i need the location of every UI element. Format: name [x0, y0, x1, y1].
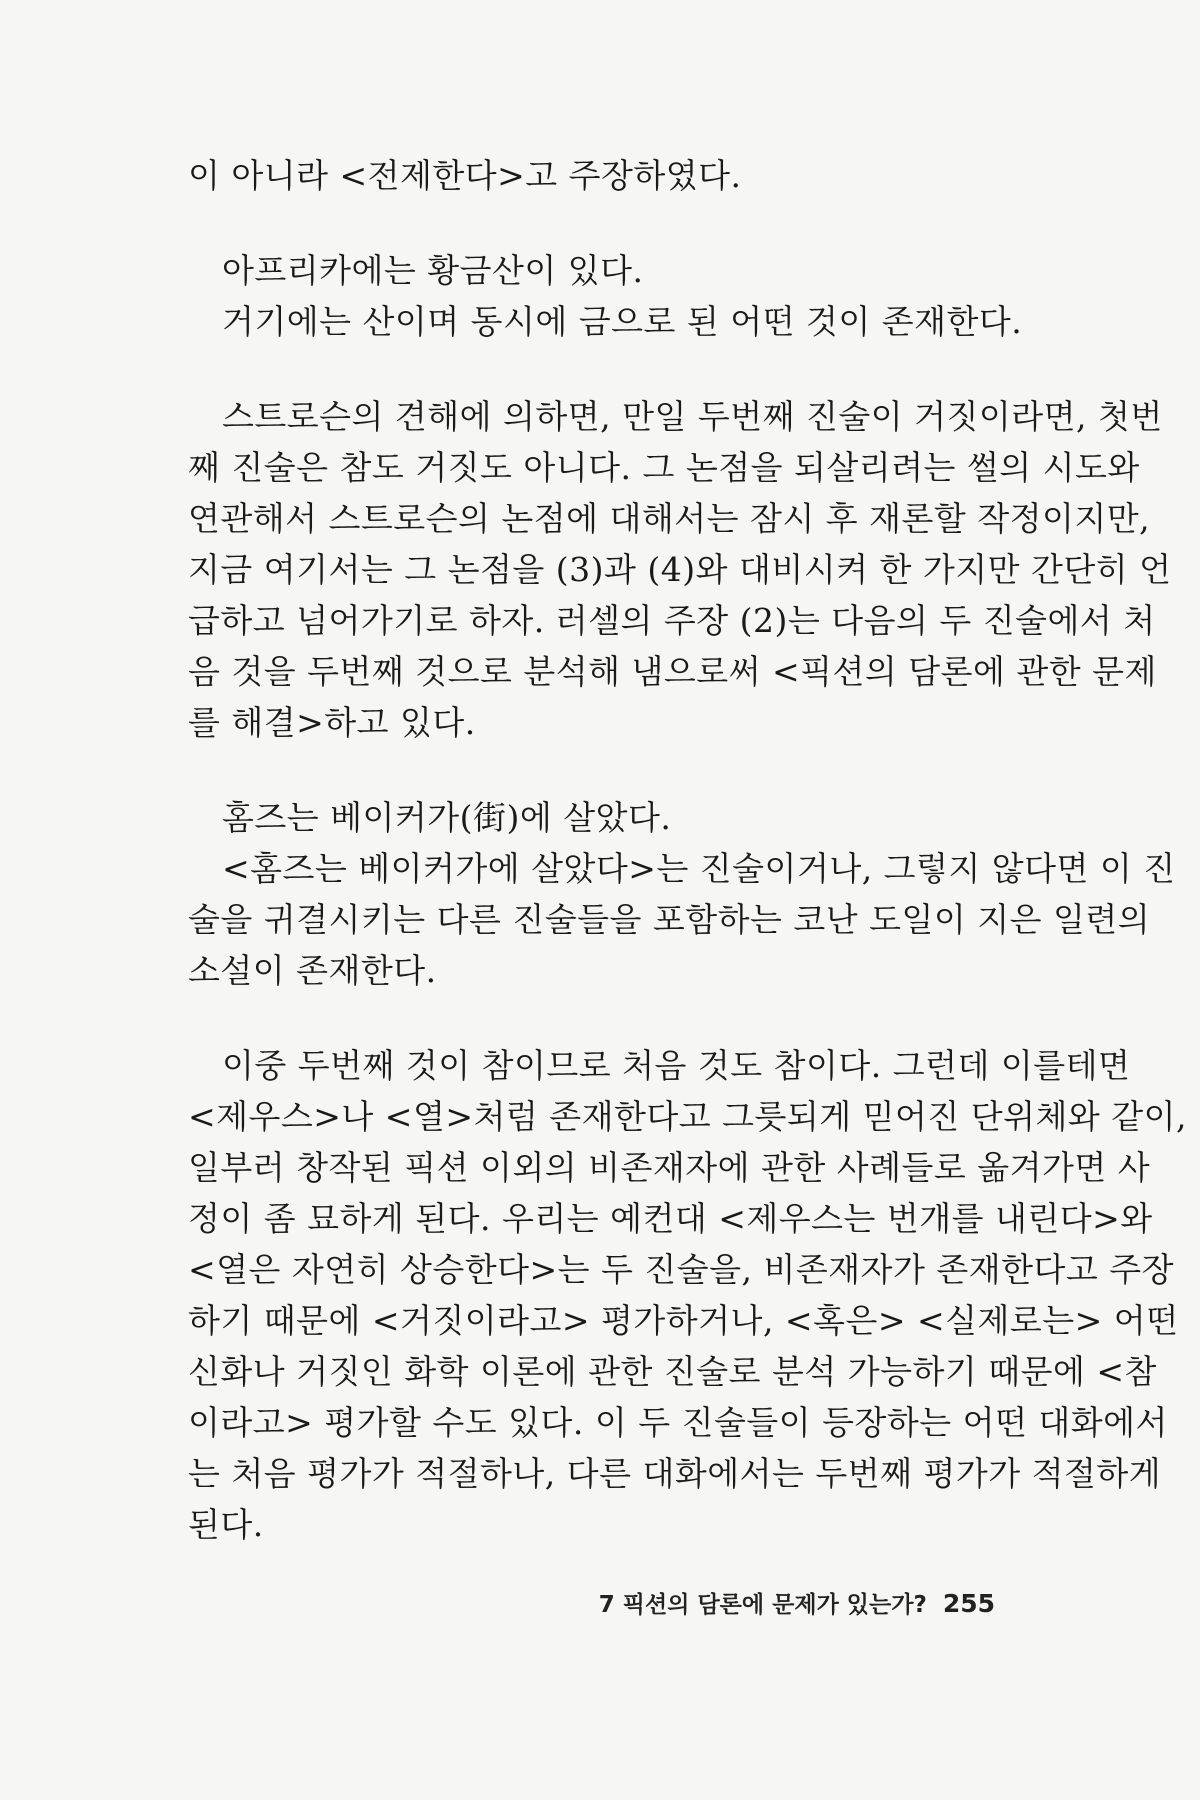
text-line: 된다.: [188, 1505, 264, 1544]
text-line: 를 해결>하고 있다.: [188, 703, 476, 742]
running-title: 7 픽션의 담론에 문제가 있는가?: [598, 1592, 927, 1618]
paragraph-gap: [188, 201, 1030, 245]
paragraph-gap: [188, 996, 1030, 1040]
text-line: 이라고> 평가할 수도 있다. 이 두 진술들이 등장하는 어떤 대화에서: [188, 1403, 1168, 1442]
text-line: 이 아니라 <전제한다>고 주장하였다.: [188, 156, 742, 195]
page-body: [188, 150, 1187, 1550]
page-footer: [599, 1586, 995, 1619]
quote-line: 홈즈는 베이커가(街)에 살았다.: [222, 798, 672, 837]
quote-line: 술을 귀결시키는 다른 진술들을 포함하는 코난 도일이 지은 일련의: [188, 900, 1151, 939]
text-line: 스트로슨의 견해에 의하면, 만일 두번째 진술이 거짓이라면, 첫번: [222, 397, 1163, 436]
paragraph-gap: [188, 748, 1030, 792]
quote-line: 소설이 존재한다.: [188, 951, 437, 990]
text-line: 급하고 넘어가기로 하자. 러셀의 주장 (2)는 다음의 두 진술에서 처: [188, 601, 1156, 640]
quote-line: 거기에는 산이며 동시에 금으로 된 어떤 것이 존재한다.: [222, 302, 1023, 341]
text-line: 이중 두번째 것이 참이므로 처음 것도 참이다. 그런데 이를테면: [222, 1046, 1131, 1085]
text-line: 정이 좀 묘하게 된다. 우리는 예컨대 <제우스는 번개를 내린다>와: [188, 1199, 1153, 1238]
text-line: 째 진술은 참도 거짓도 아니다. 그 논점을 되살리려는 썰의 시도와: [188, 448, 1140, 487]
text-line: 는 처음 평가가 적절하나, 다른 대화에서는 두번째 평가가 적절하게: [188, 1454, 1162, 1493]
page-number: 255: [942, 1589, 995, 1618]
quote-line: 아프리카에는 황금산이 있다.: [222, 251, 644, 290]
text-line: 음 것을 두번째 것으로 분석해 냄으로써 <픽션의 담론에 관한 문제: [188, 652, 1157, 691]
text-line: <제우스>나 <열>처럼 존재한다고 그릇되게 믿어진 단위체와 같이,: [188, 1097, 1187, 1136]
text-line: 신화나 거짓인 화학 이론에 관한 진술로 분석 가능하기 때문에 <참: [188, 1352, 1157, 1391]
text-line: 일부러 창작된 픽션 이외의 비존재자에 관한 사례들로 옮겨가면 사: [188, 1148, 1151, 1187]
text-line: 하기 때문에 <거짓이라고> 평가하거나, <혹은> <실제로는> 어떤: [188, 1301, 1179, 1340]
text-line: 연관해서 스트로슨의 논점에 대해서는 잠시 후 재론할 작정이지만,: [188, 499, 1151, 538]
text-line: 지금 여기서는 그 논점을 (3)과 (4)와 대비시켜 한 가지만 간단히 언: [188, 550, 1172, 589]
quote-line: <홈즈는 베이커가에 살았다>는 진술이거나, 그렇지 않다면 이 진: [222, 849, 1176, 888]
paragraph-gap: [188, 347, 1030, 391]
text-line: <열은 자연히 상승한다>는 두 진술을, 비존재자가 존재한다고 주장: [188, 1250, 1175, 1289]
